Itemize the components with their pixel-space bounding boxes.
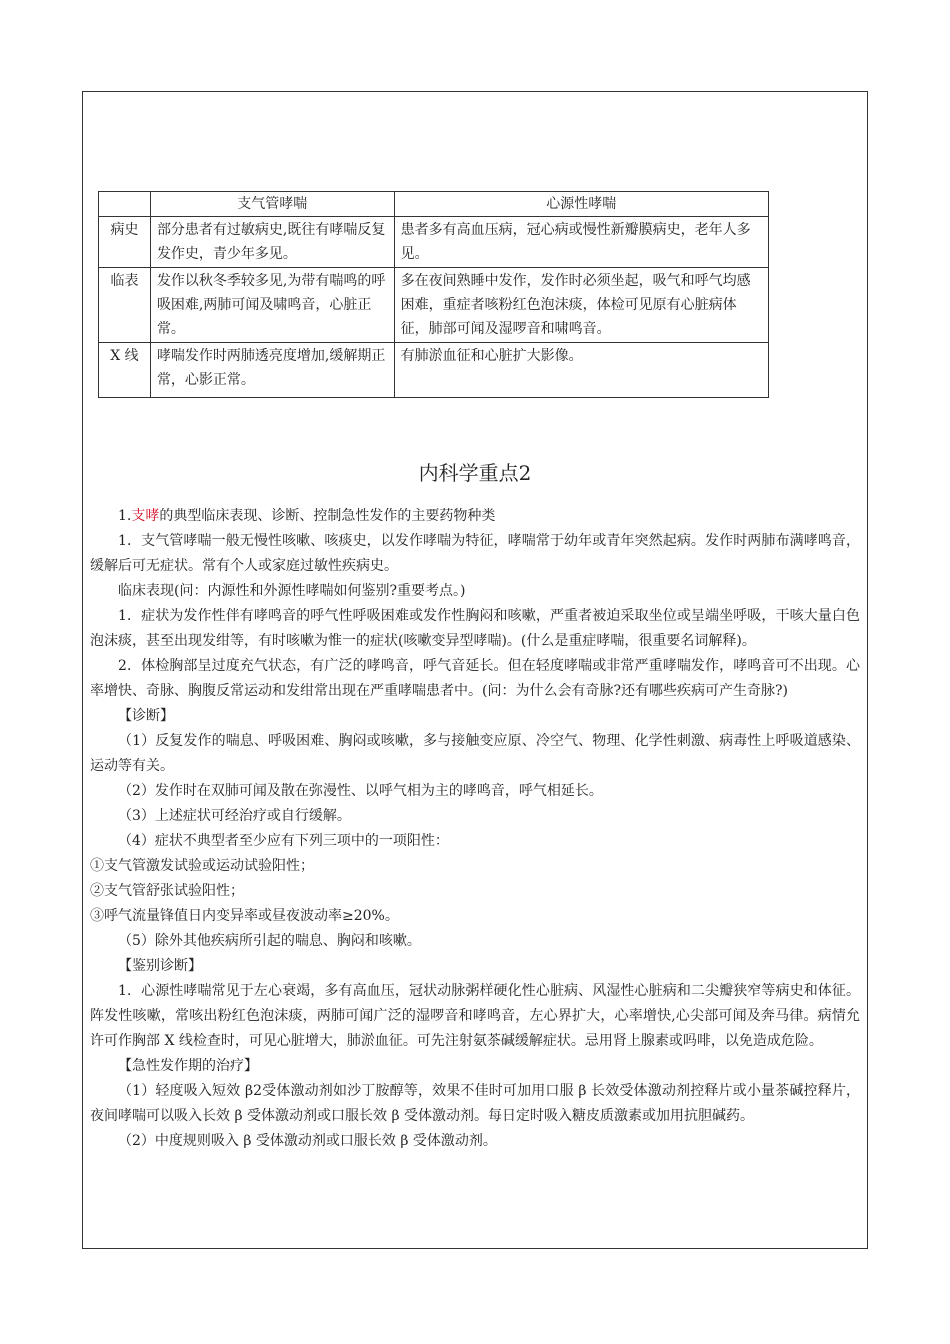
table-header-cardiac: 心源性哮喘 <box>394 192 768 217</box>
paragraph: 2．体检胸部呈过度充气状态，有广泛的哮鸣音，呼气音延长。但在轻度哮喘或非常严重哮喘发作，哮鸣音可不出现。心率增快、奇脉、胸腹反常运动和发绀常出现在严重哮喘患者中。(问：为什么会有奇脉?还有哪些疾病可产生奇脉?) <box>90 658 860 699</box>
list-item: ②支气管舒张试验阳性； <box>90 883 244 899</box>
cell-cardiac-xray: 有肺淤血征和心脏扩大影像。 <box>394 343 768 398</box>
paragraph: （2）中度规则吸入 β 受体激动剂或口服长效 β 受体激动剂。 <box>118 1133 497 1149</box>
cell-asthma-clinical: 发作以秋冬季较多见,为带有喘鸣的呼吸困难,两肺可闻及啸鸣音，心脏正常。 <box>150 268 394 343</box>
table-row <box>99 343 769 398</box>
paragraph: 临床表现(问：内源性和外源性哮喘如何鉴别?重要考点。) <box>118 583 466 599</box>
subheading-treatment: 【急性发作期的治疗】 <box>118 1058 258 1074</box>
heading-rest: 的典型临床表现、诊断、控制急性发作的主要药物种类 <box>159 508 496 524</box>
paragraph: 1．支气管哮喘一般无慢性咳嗽、咳痰史，以发作哮喘为特征，哮喘常于幼年或青年突然起病。发作时两肺布满哮鸣音，缓解后可无症状。常有个人或家庭过敏性疾病史。 <box>90 533 860 574</box>
paragraph: （1）轻度吸入短效 β2受体激动剂如沙丁胺醇等，效果不佳时可加用口服 β 长效受体激动剂控释片或小量茶碱控释片，夜间哮喘可以吸入长效 β 受体激动剂或口服长效 β 受体激动剂。每日定时吸入糖皮质激素或加用抗胆碱药。 <box>90 1083 860 1124</box>
paragraph: （5）除外其他疾病所引起的喘息、胸闷和咳嗽。 <box>118 933 421 949</box>
section-heading <box>90 504 860 529</box>
paragraph: （1）反复发作的喘息、呼吸困难、胸闷或咳嗽，多与接触变应原、冷空气、物理、化学性刺激、病毒性上呼吸道感染、运动等有关。 <box>90 733 860 774</box>
cell-asthma-history: 部分患者有过敏病史,既往有哮喘反复发作史，青少年多见。 <box>150 217 394 268</box>
row-label-clinical: 临表 <box>99 268 151 343</box>
paragraph: （3）上述症状可经治疗或自行缓解。 <box>118 808 351 824</box>
cell-cardiac-history: 患者多有高血压病，冠心病或慢性新瓣膜病史，老年人多见。 <box>394 217 768 268</box>
list-item: ①支气管激发试验或运动试验阳性； <box>90 858 314 874</box>
heading-highlight: 支哮 <box>131 508 160 524</box>
table-row <box>99 217 769 268</box>
paragraph: （4）症状不典型者至少应有下列三项中的一项阳性： <box>118 833 449 849</box>
row-label-history: 病史 <box>99 217 151 268</box>
row-label-xray: X 线 <box>99 343 151 398</box>
cell-asthma-xray: 哮喘发作时两肺透亮度增加,缓解期正常，心影正常。 <box>150 343 394 398</box>
table-row <box>99 268 769 343</box>
comparison-table <box>98 191 769 398</box>
document-body <box>90 504 860 1154</box>
list-item: ③呼气流量锋值日内变异率或昼夜波动率≥20%。 <box>90 908 399 924</box>
paragraph: 1．心源性哮喘常见于左心衰竭，多有高血压，冠状动脉粥样硬化性心脏病、风湿性心脏病和二尖瓣狭窄等病史和体征。阵发性咳嗽，常咳出粉红色泡沫痰，两肺可闻广泛的湿啰音和哮鸣音，左心界扩大，心率增快,心尖部可闻及奔马律。病情允许可作胸部 X 线检查时，可见心脏增大，肺淤血征。可先注射氨茶碱缓解症状。忌用肾上腺素或吗啡，以免造成危险。 <box>90 983 860 1049</box>
table-header-asthma: 支气管哮喘 <box>150 192 394 217</box>
table-header-empty <box>99 192 151 217</box>
subheading-differential: 【鉴别诊断】 <box>118 958 202 974</box>
page-title: 内科学重点2 <box>418 461 532 485</box>
paragraph: 1．症状为发作性伴有哮鸣音的呼气性呼吸困难或发作性胸闷和咳嗽，严重者被迫采取坐位或呈端坐呼吸，干咳大量白色泡沫痰，甚至出现发绀等，有时咳嗽为惟一的症状(咳嗽变异型哮喘)。(什么是重症哮喘，很重要名词解释)。 <box>90 608 860 649</box>
table-header-row <box>99 192 769 217</box>
paragraph: （2）发作时在双肺可闻及散在弥漫性、以呼气相为主的哮鸣音，呼气相延长。 <box>118 783 603 799</box>
heading-prefix: 1. <box>118 508 132 524</box>
subheading-diagnosis: 【诊断】 <box>118 708 174 724</box>
cell-cardiac-clinical: 多在夜间熟睡中发作，发作时必须坐起，吸气和呼气均感困难，重症者咳粉红色泡沫痰，体检可见原有心脏病体征，肺部可闻及湿啰音和啸鸣音。 <box>394 268 768 343</box>
